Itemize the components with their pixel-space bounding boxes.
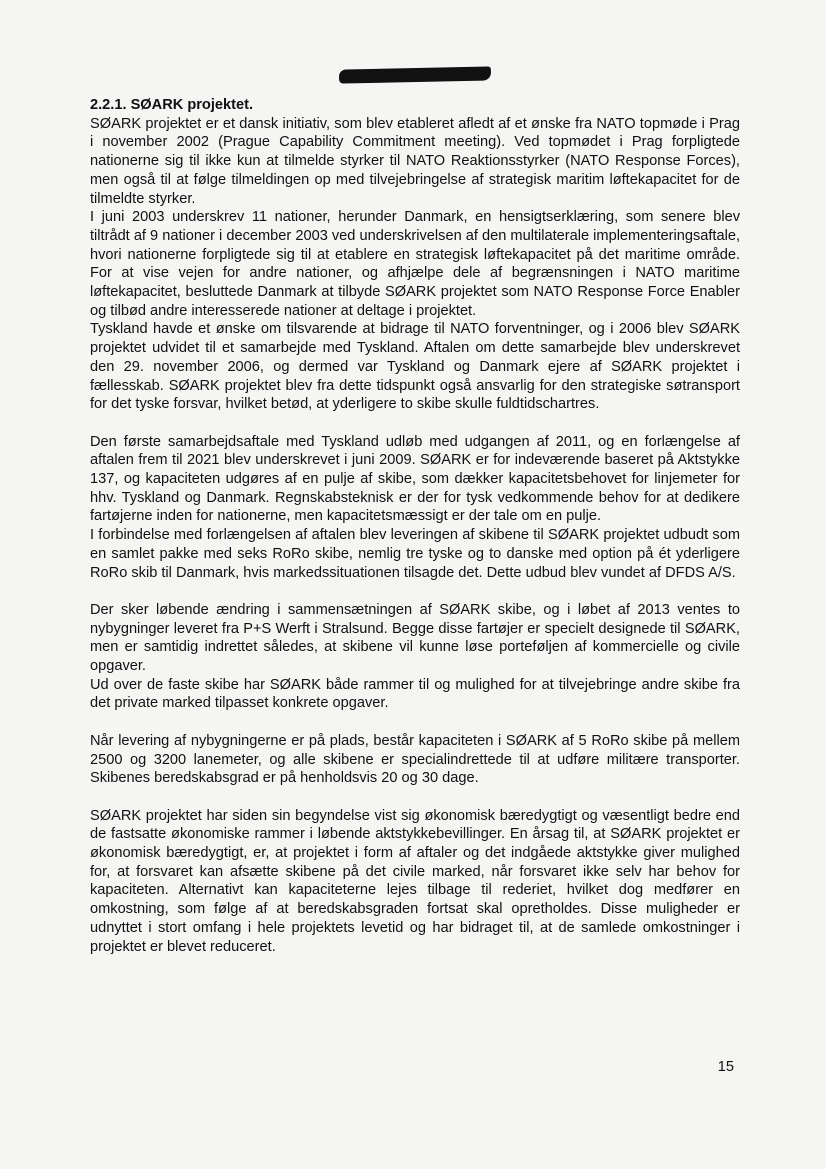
- paragraph-5: I forbindelse med forlængelsen af aftalen blev leveringen af skibene til SØARK projektet udbudt som en samlet pakke med seks RoRo skibe, nemlig tre tyske og to danske med option på ét yderligere RoRo skib til Danmark, hvis markedssituationen tilsagde det. Dette udbud blev vundet af DFDS A/S.: [90, 527, 740, 581]
- paragraph-3: Tyskland havde et ønske om tilsvarende at bidrage til NATO forventninger, og i 2006 blev SØARK projektet udvidet til et samarbejde med Tyskland. Aftalen om dette samarbejde blev underskrevet den 29. november 2006, og dermed var Tyskland og Danmark ejere af SØARK projektet i fællesskab. SØARK projektet blev fra dette tidspunkt også ansvarlig for den strategiske søtransport for det tyske forsvar, hvilket betød, at yderligere to skibe skulle fuldtidschartres.: [90, 321, 740, 413]
- paragraph-9: SØARK projektet har siden sin begyndelse vist sig økonomisk bæredygtigt og væsentligt bedre end de fastsatte økonomiske rammer i løbende aktstykkebevillinger. En årsag til, at SØARK projektet er økonomisk bæredygtigt, er, at projektet i form af aftaler og det indgåede aktstykke giver mulighed for, at forsvaret kan afsætte skibene på det civile marked, når forsvaret ikke selv har behov for kapaciteten. Alternativt kan kapaciteterne lejes tilbage til rederiet, hvilket dog medfører en omkostning, som følge af at beredskabsgraden fortsat skal opretholdes. Disse muligheder er udnyttet i stort omfang i hele projektets levetid og har bidraget til, at de samlede omkostninger i projektet er blevet reduceret.: [90, 807, 740, 955]
- redaction-mark: [339, 66, 491, 83]
- paragraph-4: Den første samarbejdsaftale med Tyskland udløb med udgangen af 2011, og en forlængelse af aftalen frem til 2021 blev underskrevet i juni 2009. SØARK er for indeværende baseret på Aktstykke 137, og kapaciteten udgøres af en pulje af skibe, som dækker kapacitetsbehovet for linjemeter for hhv. Tyskland og Danmark. Regnskabsteknisk er der for tysk vedkommende behov for at dedikere fartøjerne inden for nationerne, men kapacitetsmæssigt er der tale om en pulje.: [90, 433, 740, 525]
- document-body: [90, 96, 740, 956]
- paragraph-1: SØARK projektet er et dansk initiativ, som blev etableret afledt af et ønske fra NATO topmøde i Prag i november 2002 (Prague Capability Commitment meeting). Ved topmødet i Prag forpligtede nationerne sig til ikke kun at tilmelde styrker til NATO Reaktionsstyrker (NATO Response Forces), men også til at følge tilmeldingen op med tilvejebringelse af strategisk maritim løftekapacitet for de tilmeldte styrker.: [90, 115, 740, 207]
- paragraph-6: Der sker løbende ændring i sammensætningen af SØARK skibe, og i løbet af 2013 ventes to nybygninger leveret fra P+S Werft i Stralsund. Begge disse fartøjer er specielt designede til SØARK, men er samtidig indrettet således, at skibene vil kunne løse porteføljen af kommercielle og civile opgaver.: [90, 601, 740, 675]
- paragraph-8: Når levering af nybygningerne er på plads, består kapaciteten i SØARK af 5 RoRo skibe på mellem 2500 og 3200 lanemeter, og alle skibene er specialindrettede til at udføre militære transporter. Skibenes beredskabsgrad er på henholdsvis 20 og 30 dage.: [90, 732, 740, 787]
- page-number: 15: [717, 1059, 734, 1075]
- paragraph-2: I juni 2003 underskrev 11 nationer, herunder Danmark, en hensigtserklæring, som senere blev tiltrådt af 9 nationer i december 2003 ved underskrivelsen af den multilaterale implementeringsaftale, hvori nationerne forpligtede sig til at etablere en strategisk løftekapacitet på det maritime område. For at vise vejen for andre nationer, og afhjælpe dele af begrænsningen i NATO maritime løftekapacitet, besluttede Danmark at tilbyde SØARK projektet som NATO Response Force Enabler og tilbød andre interesserede nationer at deltage i projektet.: [90, 209, 740, 319]
- paragraph-7: Ud over de faste skibe har SØARK både rammer til og mulighed for at tilvejebringe andre skibe fra det private marked tilpasset konkrete opgaver.: [90, 676, 740, 712]
- section-heading: 2.2.1. SØARK projektet.: [90, 97, 254, 113]
